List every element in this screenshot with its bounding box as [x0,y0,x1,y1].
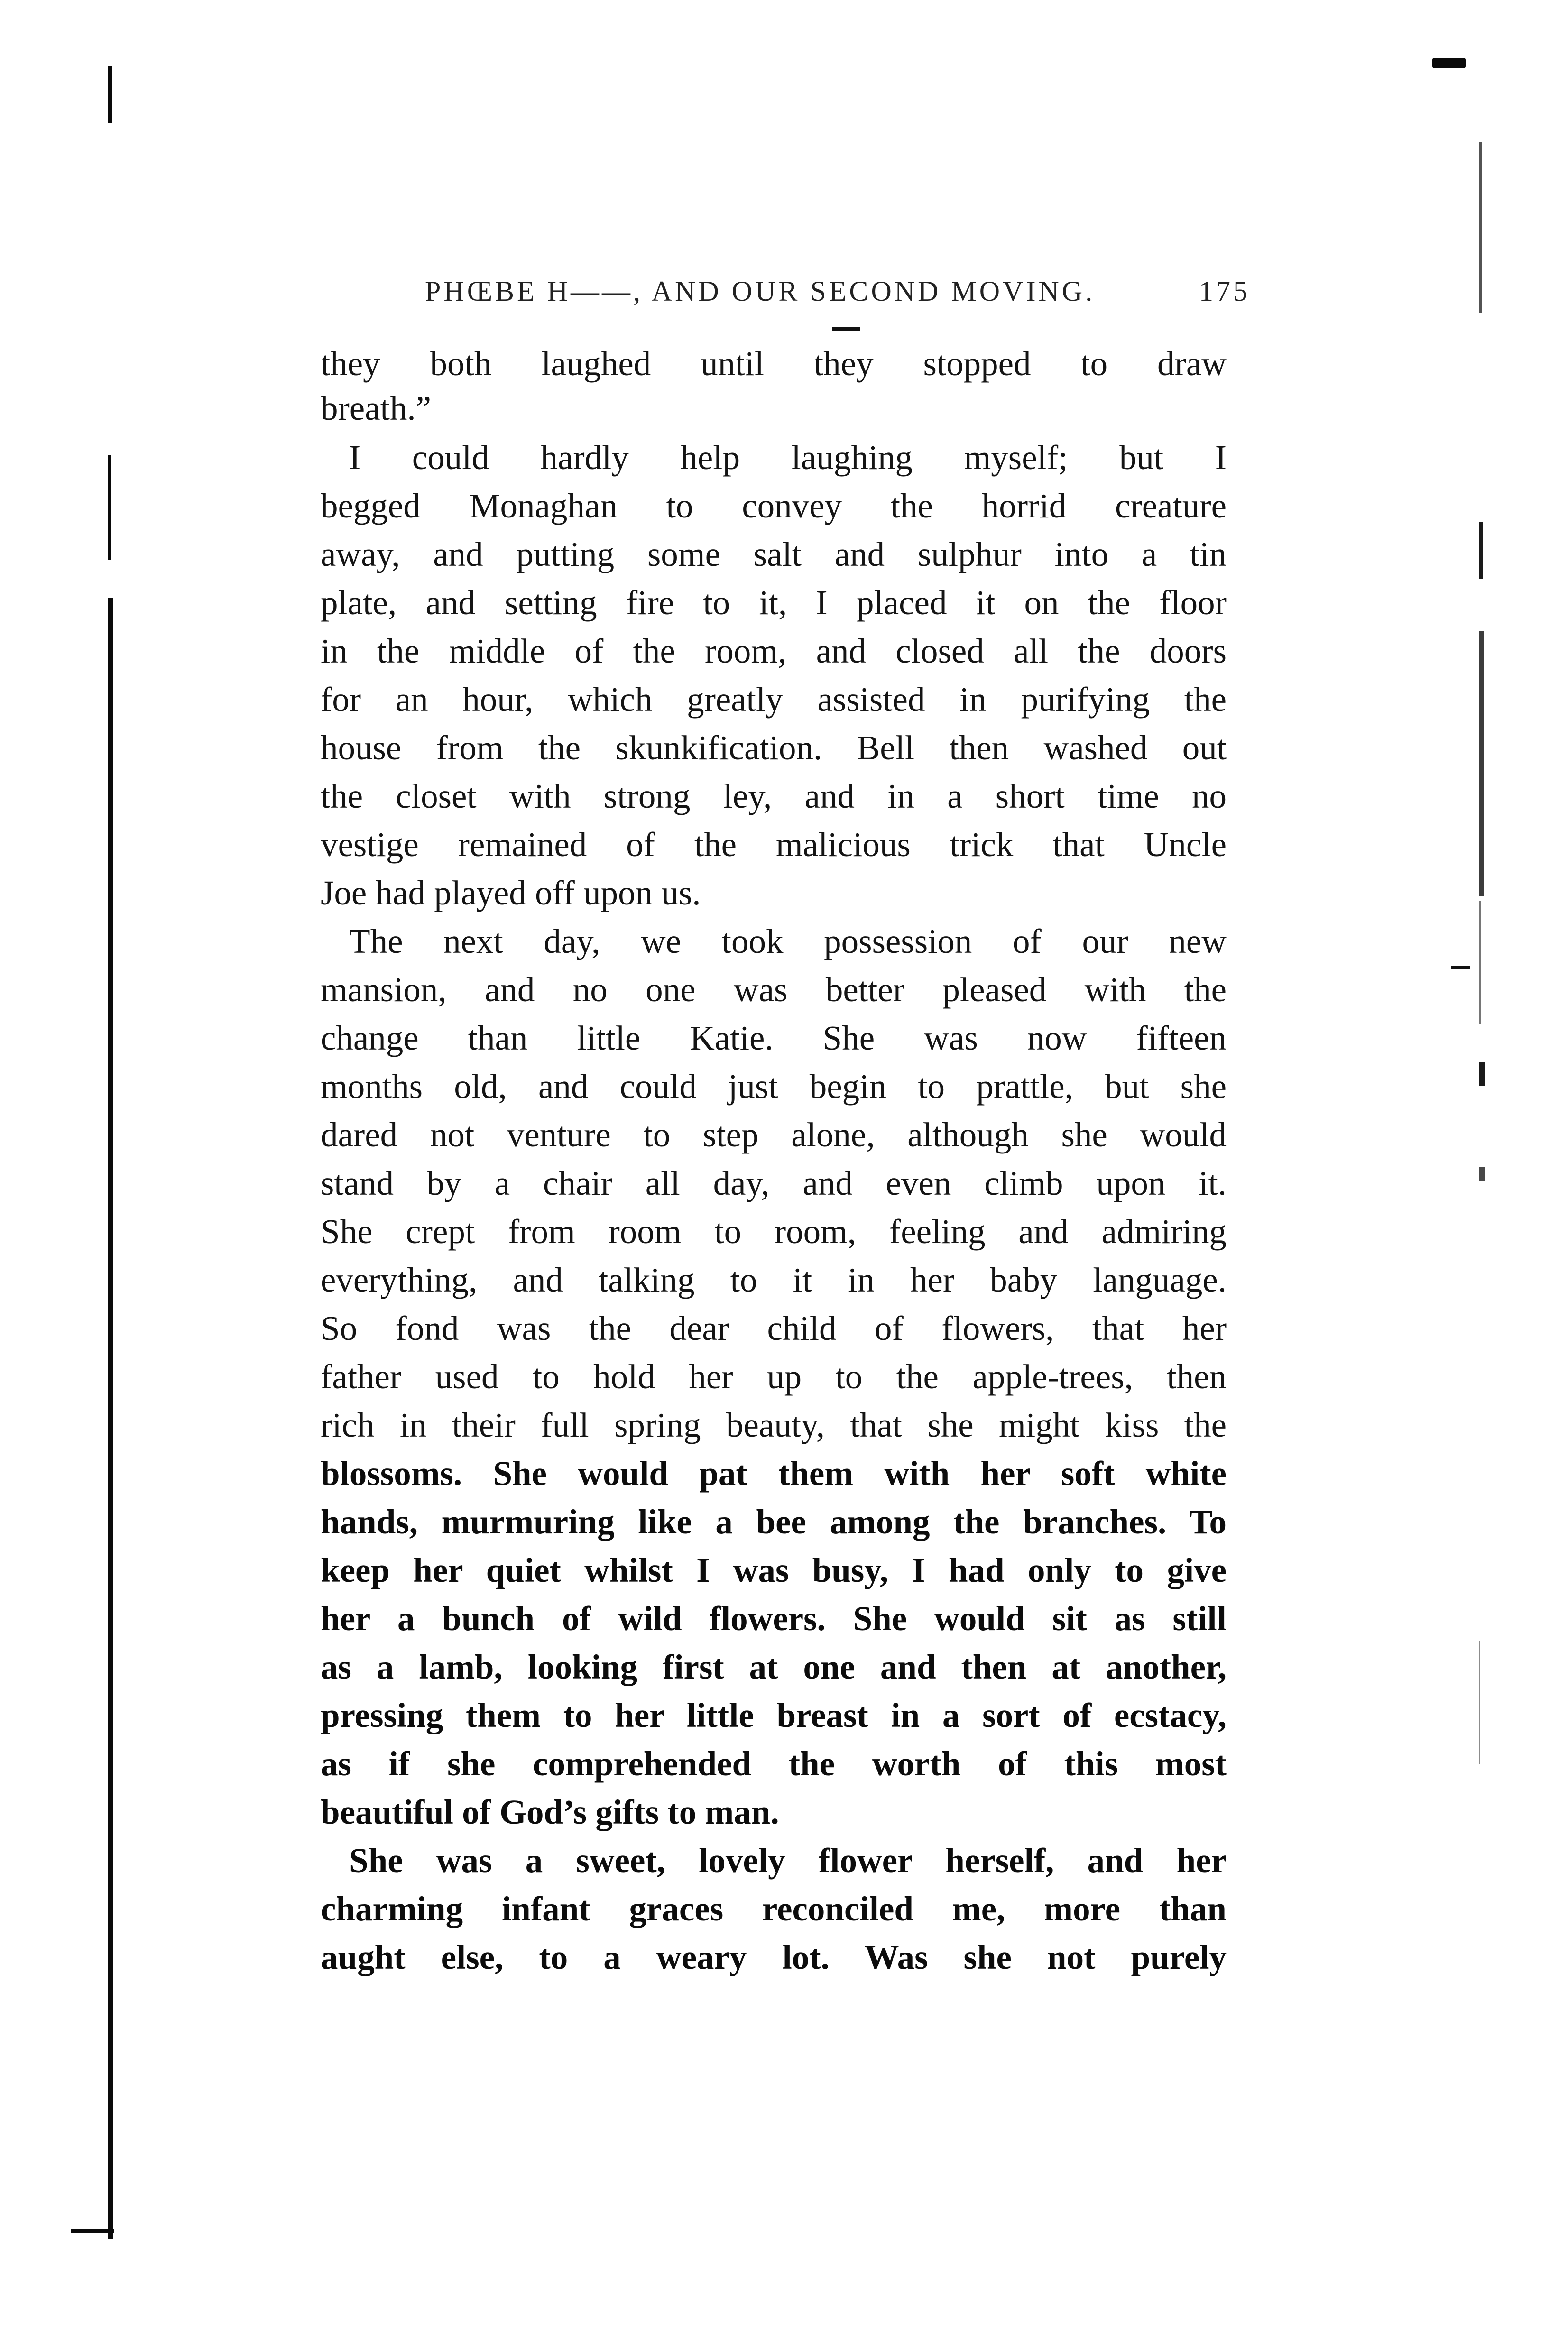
text-line: mansion, and no one was better pleased with the [321,970,1227,1009]
text-line: rich in their full spring beauty, that she might kiss the [321,1406,1227,1444]
scan-edge-right [1479,142,1482,313]
running-head [425,275,1250,318]
scan-edge-left [108,66,112,123]
text-line: everything, and talking to it in her baby language. [321,1261,1227,1299]
text-line: as if she comprehended the worth of this most [321,1744,1227,1783]
scan-corner-mark [1432,58,1466,68]
text-line: aught else, to a weary lot. Was she not purely [321,1938,1227,1976]
scan-edge-right [1479,631,1484,896]
text-line: keep her quiet whilst I was busy, I had only to give [321,1551,1227,1589]
text-line: Joe had played off upon us. [321,874,701,912]
scan-edge-right [1479,901,1481,1024]
text-line: So fond was the dear child of flowers, that her [321,1309,1227,1347]
text-line: plate, and setting fire to it, I placed it on the floor [321,583,1227,622]
text-line: charming infant graces reconciled me, more than [321,1890,1227,1928]
text-line: the closet with strong ley, and in a short time no [321,777,1227,815]
text-line: blossoms. She would pat them with her soft white [321,1454,1227,1493]
scan-edge-foot [71,2229,114,2233]
text-line: She crept from room to room, feeling and admiring [321,1212,1227,1251]
scan-dash-mark [1451,966,1470,969]
text-line: away, and putting some salt and sulphur into a tin [321,535,1227,573]
scan-edge-right [1479,522,1483,579]
text-line: they both laughed until they stopped to draw [321,344,1227,383]
text-line: as a lamb, looking first at one and then at another, [321,1648,1227,1686]
text-line: I could hardly help laughing myself; but I [349,438,1227,477]
text-line: pressing them to her little breast in a sort of ecstacy, [321,1696,1227,1734]
scan-edge-left [108,455,111,560]
scan-edge-right [1479,1167,1485,1181]
text-line: change than little Katie. She was now fifteen [321,1019,1227,1057]
text-line: beautiful of God’s gifts to man. [321,1793,779,1831]
text-line: dared not venture to step alone, although she would [321,1116,1227,1154]
text-line: hands, murmuring like a bee among the branches. To [321,1503,1227,1541]
text-line: her a bunch of wild flowers. She would sit as still [321,1599,1227,1638]
text-line: stand by a chair all day, and even climb upon it. [321,1164,1227,1202]
running-head-title: PHŒBE H——, AND OUR SECOND MOVING. [425,276,1096,307]
text-line: father used to hold her up to the apple-trees, then [321,1357,1227,1396]
text-line: begged Monaghan to convey the horrid creature [321,487,1227,525]
text-line: for an hour, which greatly assisted in purifying the [321,680,1227,719]
text-line: breath.” [321,389,432,427]
scan-edge-right [1479,1062,1485,1086]
text-line: months old, and could just begin to prattle, but she [321,1067,1227,1106]
scan-edge-left [108,598,113,2239]
text-line: She was a sweet, lovely flower herself, and her [349,1841,1227,1880]
text-line: in the middle of the room, and closed all the doors [321,632,1227,670]
head-rule [832,327,860,331]
page-number: 175 [1199,276,1250,307]
text-line: vestige remained of the malicious trick that Uncle [321,825,1227,864]
text-line: house from the skunkification. Bell then washed out [321,729,1227,767]
scan-edge-right [1479,1641,1480,1764]
text-line: The next day, we took possession of our new [349,922,1227,960]
